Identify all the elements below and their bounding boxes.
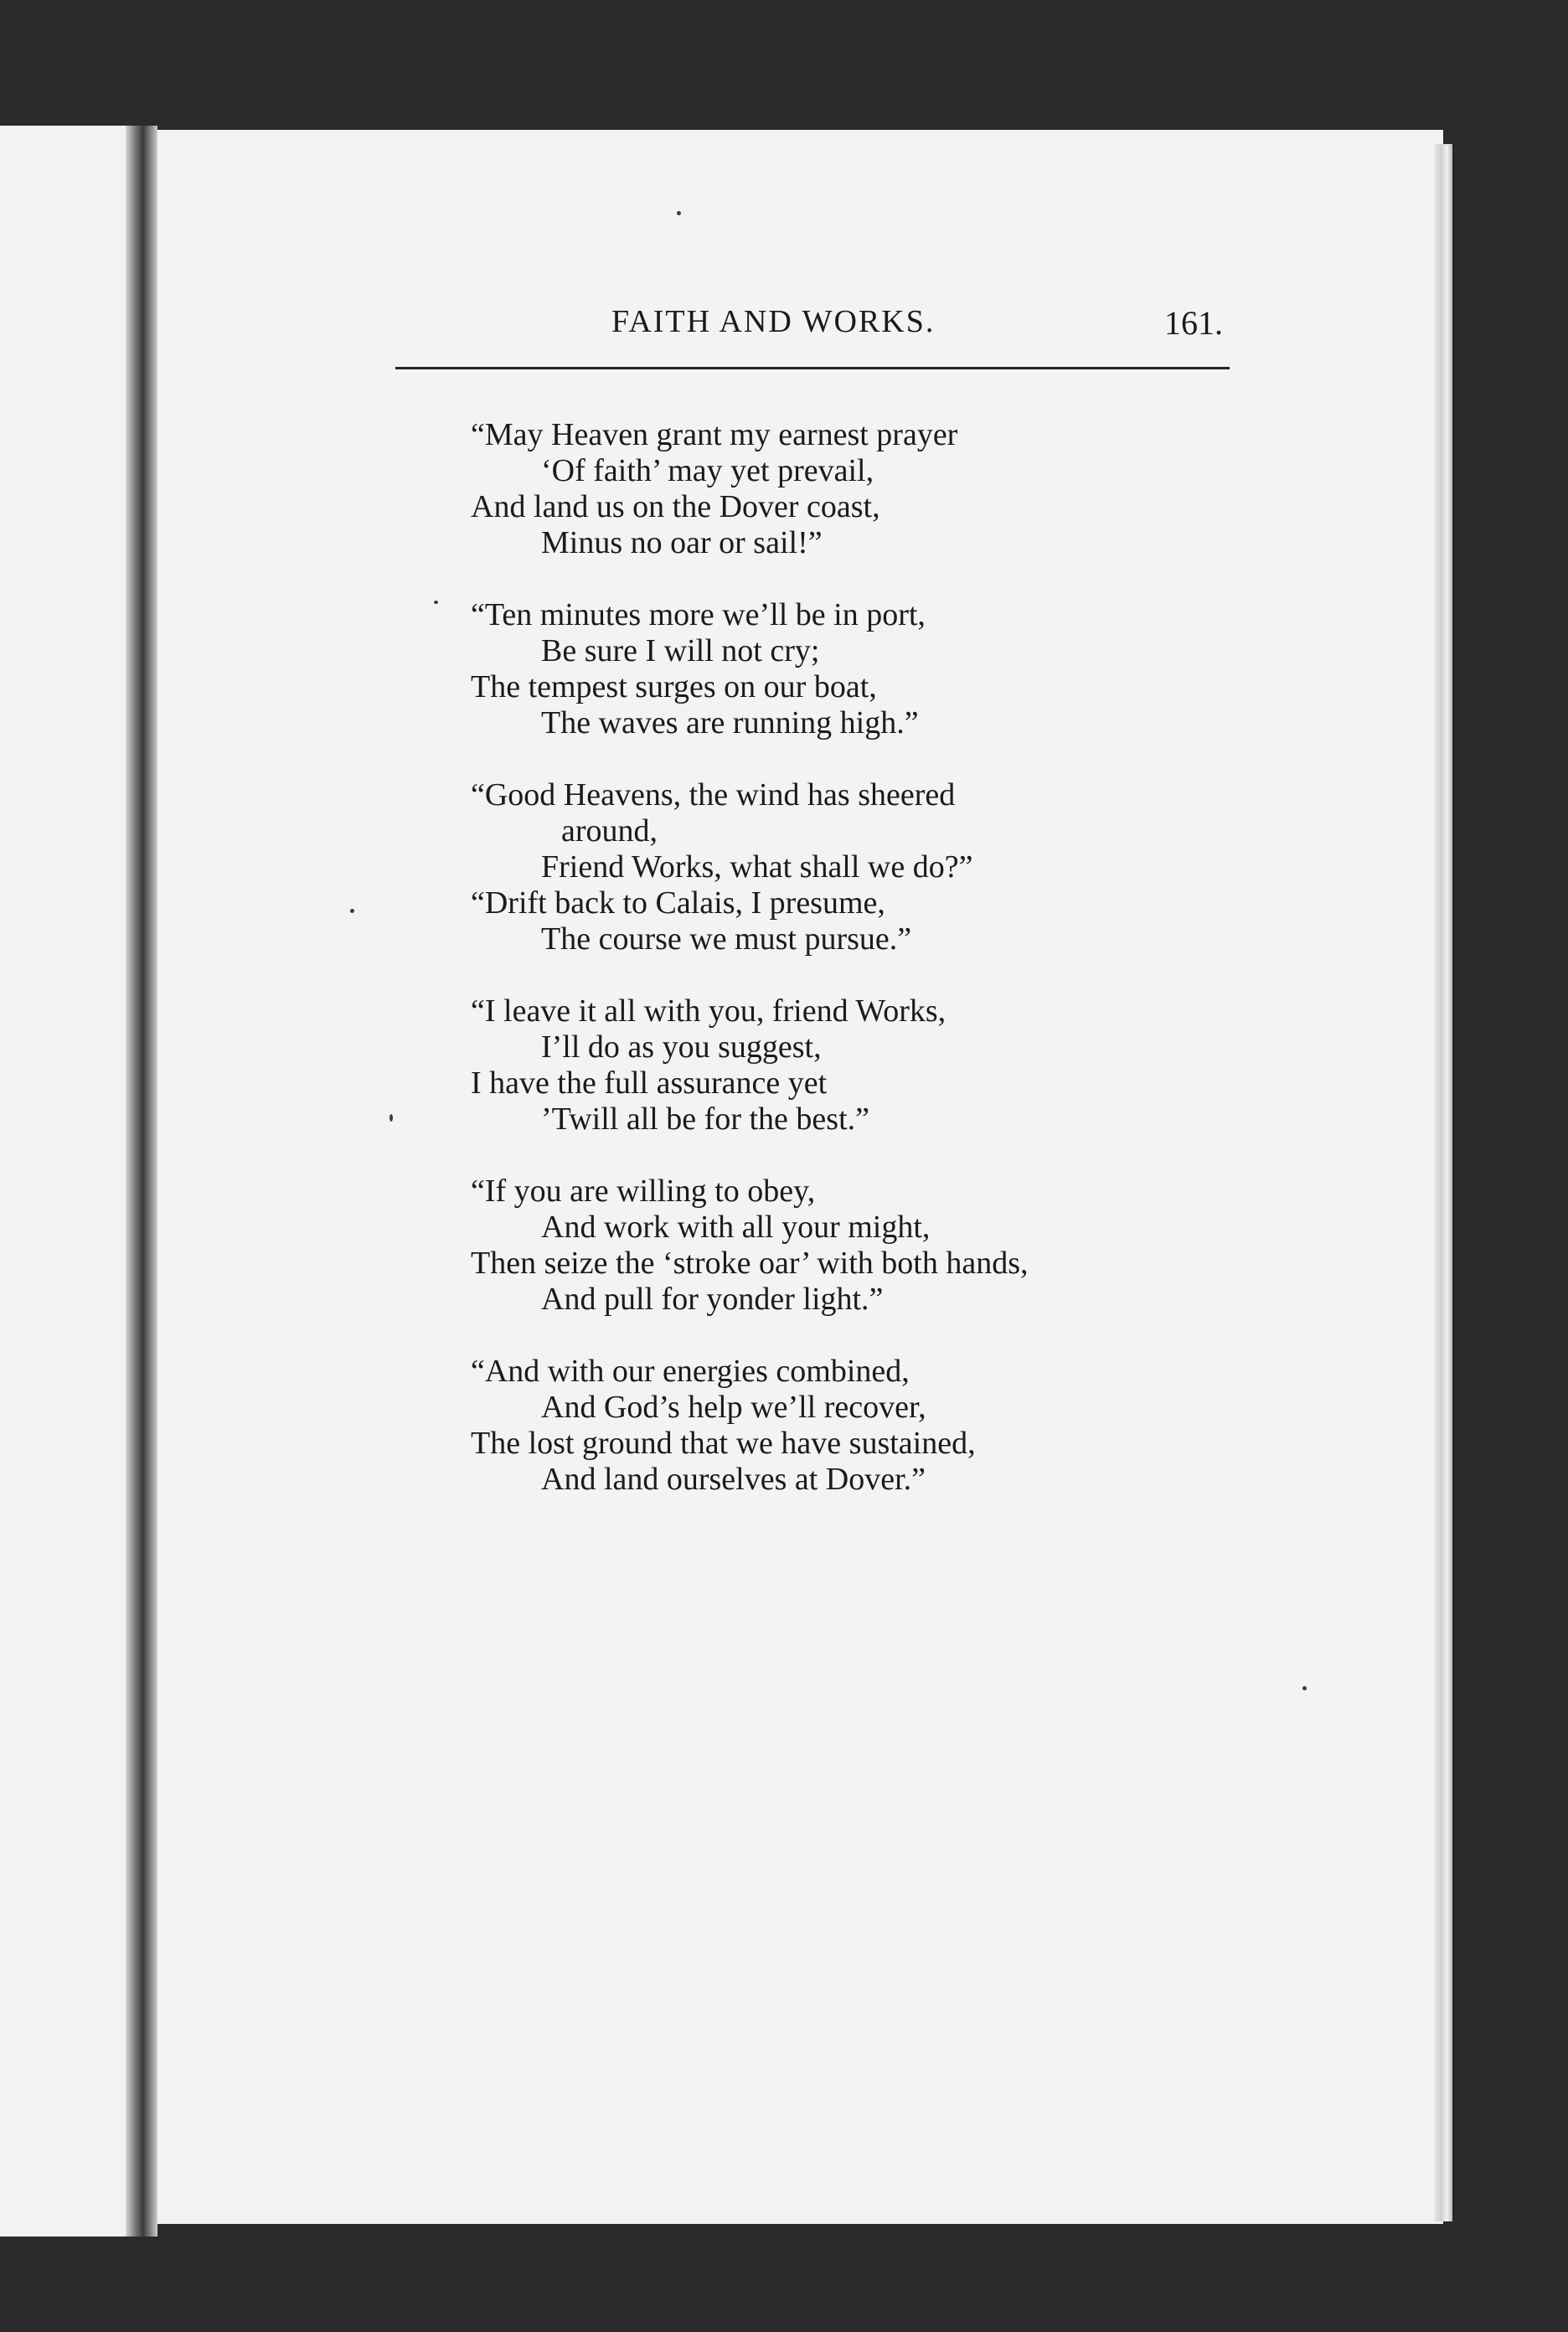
paper-speck — [677, 211, 681, 215]
stanza — [471, 597, 1191, 741]
verse-line: “And with our energies combined, — [471, 1354, 910, 1389]
stanza — [471, 1174, 1191, 1318]
paper-speck — [434, 601, 438, 604]
verse-line: The waves are running high.” — [541, 705, 919, 740]
verse-line: “Drift back to Calais, I presume, — [471, 885, 885, 921]
verse-line: “May Heaven grant my earnest prayer — [471, 417, 958, 452]
verse-line: The tempest surges on our boat, — [471, 669, 877, 704]
header-rule — [395, 367, 1230, 369]
verse-line: And land ourselves at Dover.” — [541, 1462, 926, 1497]
facing-page — [0, 126, 126, 2237]
page-edge — [1434, 144, 1452, 2221]
page-number: 161. — [1164, 304, 1223, 342]
verse-line: “Ten minutes more we’ll be in port, — [471, 597, 926, 632]
verse-line: Be sure I will not cry; — [541, 633, 820, 668]
book-gutter — [126, 126, 157, 2237]
paper-speck — [1302, 1686, 1307, 1690]
stanza — [471, 777, 1191, 957]
verse-line: I have the full assurance yet — [471, 1065, 828, 1101]
verse-line: And God’s help we’ll recover, — [541, 1390, 926, 1425]
paper-speck — [389, 1114, 393, 1122]
running-header — [394, 303, 1231, 370]
verse-line: Minus no oar or sail!” — [541, 525, 823, 560]
running-title: FAITH AND WORKS. — [611, 304, 936, 339]
verse-line: “Good Heavens, the wind has sheered — [471, 777, 956, 813]
verse-line: around, — [561, 813, 658, 849]
verse-line: The lost ground that we have sustained, — [471, 1426, 976, 1461]
verse-line: And land us on the Dover coast, — [471, 489, 880, 524]
verse-line: ’Twill all be for the best.” — [541, 1102, 869, 1137]
verse-line: Friend Works, what shall we do?” — [541, 849, 973, 885]
stanza — [471, 993, 1191, 1138]
stanza — [471, 1354, 1191, 1498]
verse-line: And work with all your might, — [541, 1210, 931, 1245]
paper-speck — [350, 909, 354, 913]
verse-line: The course we must pursue.” — [541, 921, 912, 957]
verse-line: Then seize the ‘stroke oar’ with both hands, — [471, 1246, 1029, 1281]
verse-line: I’ll do as you suggest, — [541, 1029, 822, 1065]
verse-line: ‘Of faith’ may yet prevail, — [541, 453, 874, 488]
verse-line: And pull for yonder light.” — [541, 1282, 884, 1317]
verse-line: “If you are willing to obey, — [471, 1174, 816, 1209]
verse-line: “I leave it all with you, friend Works, — [471, 993, 946, 1029]
poem-body — [471, 417, 1191, 1534]
stanza — [471, 417, 1191, 561]
